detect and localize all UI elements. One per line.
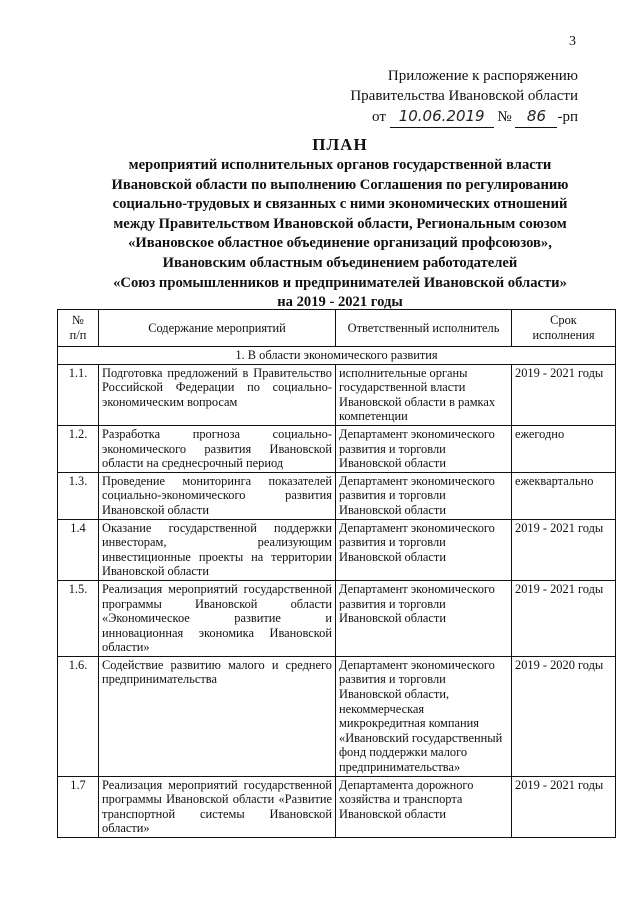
annex-from-label: от	[372, 109, 386, 125]
row-num: 1.4	[58, 519, 99, 580]
row-deadline: ежеквартально	[512, 472, 616, 519]
row-responsible: Департамент экономического развития и торговли Ивановской области, некоммерческая микрокредитная компания «Ивановский государственный фонд поддержки малого предпринимательства»	[336, 656, 512, 776]
row-content: Проведение мониторинга показателей социально-экономического развития Ивановской области	[99, 472, 336, 519]
annex-number: 86	[526, 107, 547, 125]
title-line-7: «Союз промышленников и предпринимателей Ивановской области»	[113, 274, 567, 291]
row-num: 1.1.	[58, 364, 99, 425]
title-line-8: на 2019 - 2021 годы	[277, 294, 403, 311]
header-num: № п/п	[58, 310, 99, 347]
table-header-row	[58, 310, 616, 347]
title-line-4: между Правительством Ивановской области, Региональным союзом	[113, 215, 567, 232]
title-line-6: Ивановским областным объединением работодателей	[162, 254, 518, 271]
title-line-3: социально-трудовых и связанных с ними экономических отношений	[112, 196, 568, 213]
table-row	[58, 472, 616, 519]
row-num: 1.3.	[58, 472, 99, 519]
row-content: Реализация мероприятий государственной программы Ивановской области «Развитие транспортной системы Ивановской области»	[99, 776, 336, 837]
section-row	[58, 347, 616, 365]
table-row	[58, 364, 616, 425]
title-line-1: мероприятий исполнительных органов государственной власти	[128, 157, 552, 173]
row-deadline: 2019 - 2021 годы	[512, 580, 616, 656]
page-number: 3	[569, 34, 576, 49]
table-row	[58, 776, 616, 837]
title-line-5: «Ивановское областное объединение организаций профсоюзов»,	[128, 235, 552, 252]
row-content: Разработка прогноза социально-экономического развития Ивановской области на среднесрочный период	[99, 425, 336, 472]
plan-table	[57, 309, 616, 838]
row-num: 1.5.	[58, 580, 99, 656]
annex-line-1: Приложение к распоряжению	[387, 68, 578, 84]
title-line-2: Ивановской области по выполнению Соглашения по регулированию	[111, 176, 569, 193]
row-deadline: 2019 - 2021 годы	[512, 776, 616, 837]
row-num: 1.7	[58, 776, 99, 837]
row-num: 1.2.	[58, 425, 99, 472]
row-content: Подготовка предложений в Правительство Российской Федерации по социально-экономическим вопросам	[99, 364, 336, 425]
row-deadline: 2019 - 2020 годы	[512, 656, 616, 776]
annex-line-2: Правительства Ивановской области	[350, 88, 578, 104]
row-deadline: ежегодно	[512, 425, 616, 472]
row-responsible: Департамента дорожного хозяйства и транспорта Ивановской области	[336, 776, 512, 837]
row-content: Реализация мероприятий государственной программы Ивановской области «Экономическое развитие и инновационная экономика Ивановской области»	[99, 580, 336, 656]
annex-date: 10.06.2019	[398, 107, 485, 125]
header-content: Содержание мероприятий	[99, 310, 336, 347]
row-responsible: Департамент экономического развития и торговли Ивановской области	[336, 519, 512, 580]
row-deadline: 2019 - 2021 годы	[512, 364, 616, 425]
header-responsible: Ответственный исполнитель	[336, 310, 512, 347]
document-title	[60, 134, 620, 313]
table-row	[58, 656, 616, 776]
annex-header	[318, 66, 578, 128]
table-row	[58, 519, 616, 580]
row-content: Оказание государственной поддержки инвесторам, реализующим инвестиционные проекты на территории Ивановской области	[99, 519, 336, 580]
row-deadline: 2019 - 2021 годы	[512, 519, 616, 580]
header-deadline: Срок исполнения	[512, 310, 616, 347]
title-plan: ПЛАН	[312, 135, 368, 154]
row-content: Содействие развитию малого и среднего предпринимательства	[99, 656, 336, 776]
row-responsible: исполнительные органы государственной власти Ивановской области в рамках компетенции	[336, 364, 512, 425]
annex-suffix: -рп	[557, 109, 578, 125]
section-title: 1. В области экономического развития	[58, 347, 616, 365]
table-row	[58, 580, 616, 656]
row-responsible: Департамент экономического развития и торговли Ивановской области	[336, 425, 512, 472]
annex-number-label: №	[497, 109, 512, 125]
annex-line-3	[318, 106, 578, 128]
row-responsible: Департамент экономического развития и торговли Ивановской области	[336, 580, 512, 656]
table-row	[58, 425, 616, 472]
row-responsible: Департамент экономического развития и торговли Ивановской области	[336, 472, 512, 519]
row-num: 1.6.	[58, 656, 99, 776]
